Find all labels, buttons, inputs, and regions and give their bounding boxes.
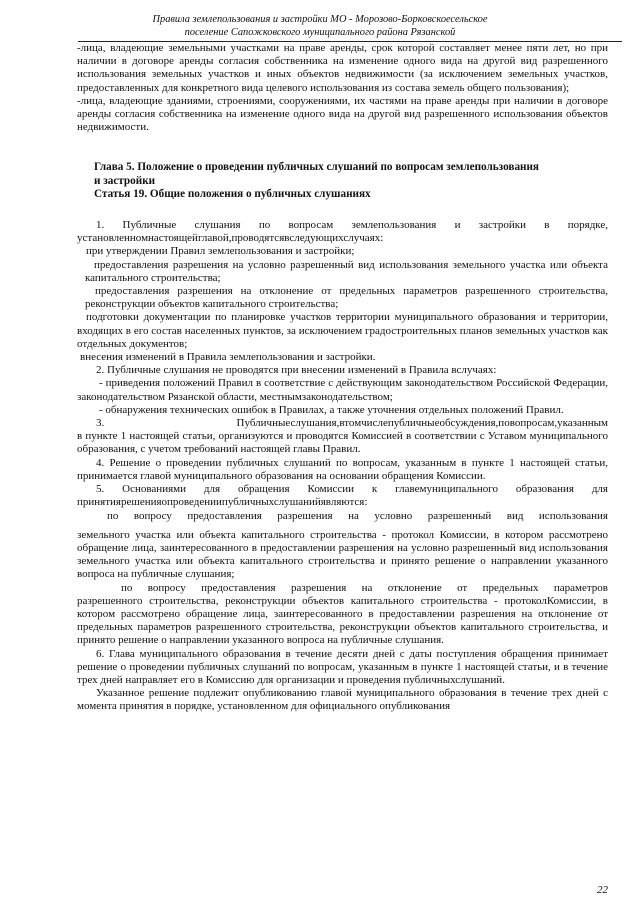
item-1-a: при утверждении Правил землепользования и застройки; xyxy=(86,245,355,258)
page-number: 22 xyxy=(597,884,608,896)
item-3-line-1: 3. Публичныеслушания,втомчислепубличныеобсуждения,повопросам,указанным xyxy=(96,417,608,430)
item-1-d: подготовки документации по планировке участков территории муниципального образования и территории, входящих в его состав населенных пунктов, за исключением градостроительных планов земельных участков как отдельных документов; xyxy=(77,311,608,350)
paragraph-intro-2: -лица, владеющие зданиями, строениями, сооружениями, их частями на праве аренды при наличии в договоре аренды согласия собственника на изменение одного вида на другой вид разрешенного использования объектов недвижимости. xyxy=(77,94,608,134)
item-6: 6. Глава муниципального образования в течение десяти дней с даты поступления обращения принимает решение о проведении публичных слушаний по вопросам, указанным в пункте 1 настоящей статьи, и в течение трех дней направляет его в Комиссию для организации и проведения публичныхслушаний. xyxy=(77,647,608,686)
item-5-a-line-1: по вопросу предоставления разрешения на условно разрешенный вид использования xyxy=(107,509,608,522)
item-5-a: земельного участка или объекта капитального строительства - протокол Комиссии, в котором рассмотрено обращение лица, заинтересованного в предоставлении разрешения на условно разрешенный вид использования земельного участка или объекта капитального строительства и принято решение о направлении указанного вопроса на публичные слушания; xyxy=(77,528,608,581)
item-1-c: предоставления разрешения на отклонение от предельных параметров разрешенного строительства, реконструкции объектов капитального строительства; xyxy=(85,285,608,311)
item-5: 5. Основаниями для обращения Комиссии к главемуниципального образования для принятиярешенияопроведениипубличныхслушанийявляются: xyxy=(77,483,608,509)
item-4: 4. Решение о проведении публичных слушаний по вопросам, указанным в пункте 1 настоящей статьи, принимается главой муниципального образования на основании обращения Комиссии. xyxy=(77,456,608,482)
item-2-b: - обнаружения технических ошибок в Правилах, а также уточнения отдельных положений Правил. xyxy=(99,403,564,416)
item-1-b: предоставления разрешения на условно разрешенный вид использования земельного участка или объекта капитального строительства; xyxy=(85,258,608,284)
item-3-cont: в пункте 1 настоящей статьи, организуются и проводятся Комиссией в соответствии с Уставом муниципального образования, с учетом требований настоящей главы Правил. xyxy=(77,430,608,456)
item-2-a: - приведения положений Правил в соответствие с действующим законодательством Российской Федерации, законодательством Рязанской области, местнымзаконодательством; xyxy=(77,377,608,403)
running-header xyxy=(60,14,580,39)
item-5-b: разрешенного строительства, реконструкции объектов капитального строительства - протоколКомиссии, в котором рассмотрено обращение лица, заинтересованного в предоставлении разрешения на отклонение от предельных параметров разрешенного строительства, реконструкции объектов капитального строительства, и принято решение о направлении указанного вопроса на публичные слушания. xyxy=(77,594,608,647)
article-title: Статья 19. Общие положения о публичных слушаниях xyxy=(94,187,371,200)
chapter-title xyxy=(77,161,608,201)
item-5-b-line-1: по вопросу предоставления разрешения на отклонение от предельных параметров xyxy=(121,581,608,594)
paragraph-intro-1: -лица, владеющие земельными участками на праве аренды, срок которой составляет менее пяти лет, но при наличии в договоре аренды согласия собственника на изменение одного вида на другой вид разрешенного использования земельных участков и иных объектов недвижимости (за исключением земельных участков, предоставленных для конкретного вида целевого использования из состава земель общего пользования); xyxy=(77,42,608,94)
item-1-e: внесения изменений в Правила землепользования и застройки. xyxy=(80,351,376,364)
header-line-1: Правила землепользования и застройки МО - Морозово-Борковскоесельское xyxy=(152,14,488,25)
item-2: 2. Публичные слушания не проводятся при внесении изменений в Правила вслучаях: xyxy=(96,364,497,377)
document-body xyxy=(77,42,608,714)
item-6-decision: Указанное решение подлежит опубликованию главой муниципального образования в течение трех дней с момента принятия в порядке, установленном для официального опубликования xyxy=(77,687,608,713)
item-1: 1. Публичные слушания по вопросам землепользования и застройки в порядке, установленномнастоящейглавой,проводятсявследующихслучаях: xyxy=(77,219,608,245)
chapter-title-line-2: и застройки xyxy=(94,174,156,187)
chapter-title-line-1: Глава 5. Положение о проведении публичных слушаний по вопросам землепользования xyxy=(94,161,539,174)
header-line-2: поселение Сапожковского муниципального района Рязанской xyxy=(184,26,456,38)
